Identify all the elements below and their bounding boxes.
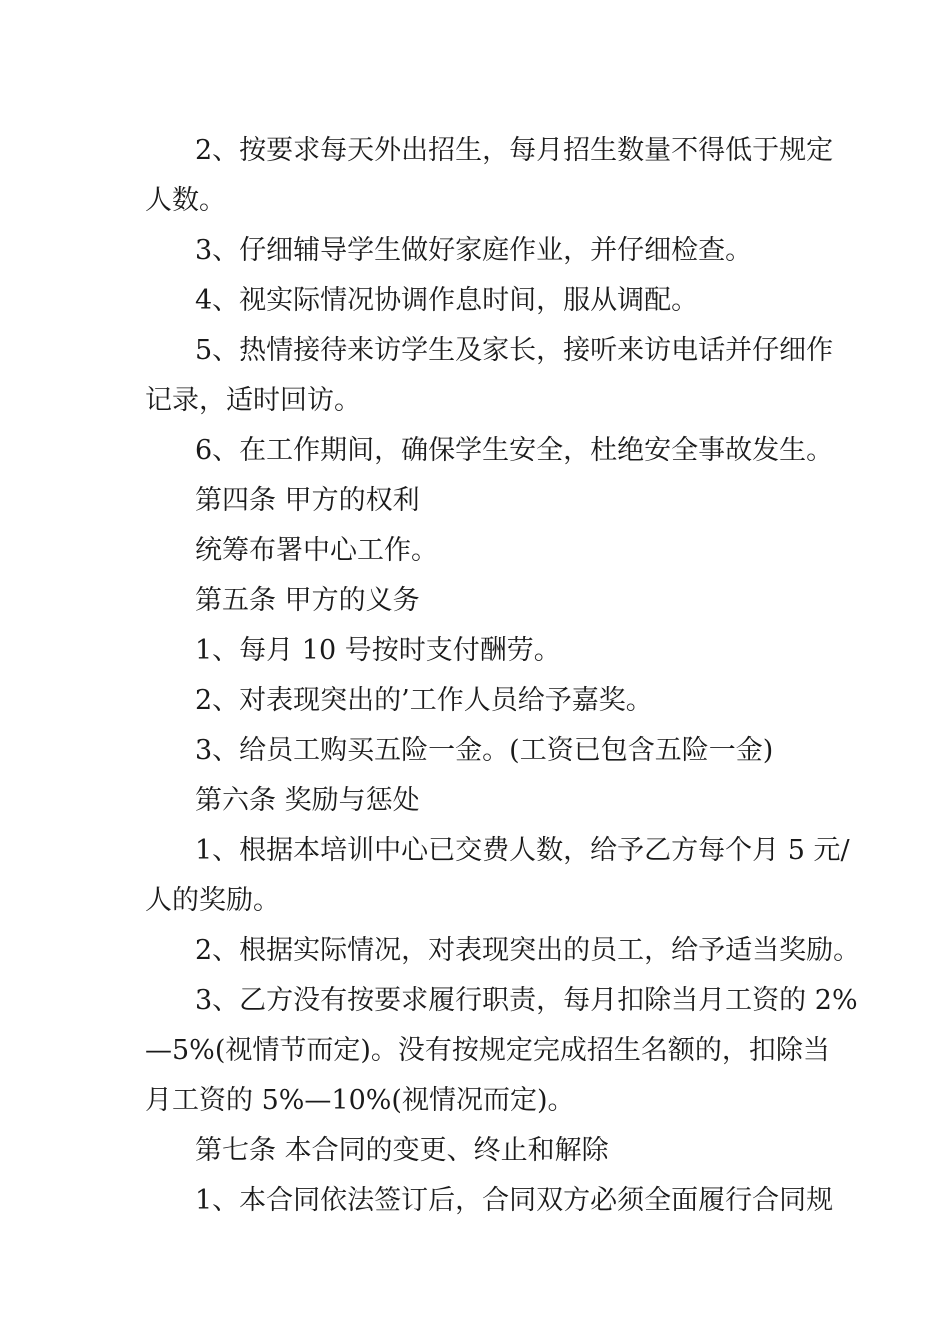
duty-3: 3、仔细辅导学生做好家庭作业，并仔细检查。 bbox=[195, 235, 753, 266]
article-7-heading: 第七条 本合同的变更、终止和解除 bbox=[195, 1135, 609, 1166]
duty-4: 4、视实际情况协调作息时间，服从调配。 bbox=[195, 285, 699, 316]
article-5-heading: 第五条 甲方的义务 bbox=[195, 585, 420, 616]
article-6-item-3-line-1: 3、乙方没有按要求履行职责，每月扣除当月工资的 2% bbox=[195, 985, 858, 1016]
article-6-item-1-line-2: 人的奖励。 bbox=[145, 885, 280, 916]
article-5-item-1: 1、每月 10 号按时支付酬劳。 bbox=[195, 635, 561, 666]
article-5-item-2: 2、对表现突出的’工作人员给予嘉奖。 bbox=[195, 685, 653, 716]
duty-2-line-2: 人数。 bbox=[145, 185, 226, 216]
article-4-heading: 第四条 甲方的权利 bbox=[195, 485, 420, 516]
article-4-body: 统筹布署中心工作。 bbox=[195, 535, 438, 566]
article-6-item-1-line-1: 1、根据本培训中心已交费人数，给予乙方每个月 5 元/ bbox=[195, 835, 850, 866]
article-6-item-2: 2、根据实际情况，对表现突出的员工，给予适当奖励。 bbox=[195, 935, 861, 966]
article-6-item-3-line-3: 月工资的 5%—10%(视情况而定)。 bbox=[145, 1085, 575, 1116]
article-7-item-1-line-1: 1、本合同依法签订后，合同双方必须全面履行合同规 bbox=[195, 1185, 834, 1216]
article-5-item-3: 3、给员工购买五险一金。(工资已包含五险一金) bbox=[195, 735, 774, 766]
duty-5-line-1: 5、热情接待来访学生及家长，接听来访电话并仔细作 bbox=[195, 335, 834, 366]
article-6-item-3-line-2: —5%(视情节而定)。没有按规定完成招生名额的，扣除当 bbox=[145, 1035, 830, 1066]
duty-6: 6、在工作期间，确保学生安全，杜绝安全事故发生。 bbox=[195, 435, 834, 466]
duty-2-line-1: 2、按要求每天外出招生，每月招生数量不得低于规定 bbox=[195, 135, 834, 166]
article-6-heading: 第六条 奖励与惩处 bbox=[195, 785, 420, 816]
duty-5-line-2: 记录，适时回访。 bbox=[145, 385, 361, 416]
